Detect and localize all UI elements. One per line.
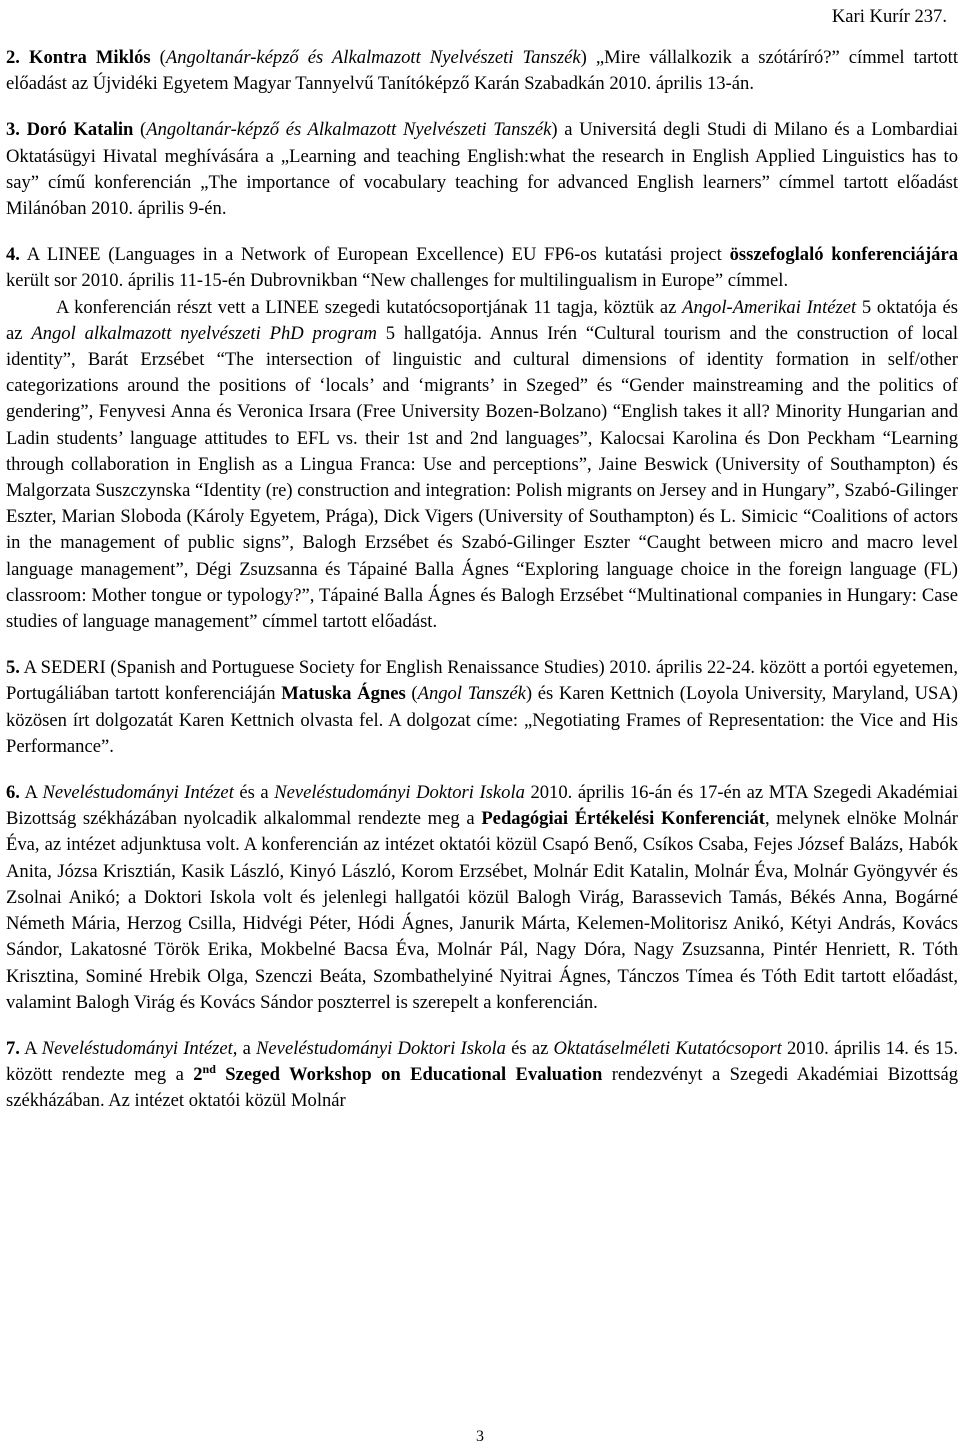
body-text: A (24, 782, 43, 804)
item-4 (6, 242, 958, 294)
item-7 (6, 1036, 958, 1115)
body-text: rendezvényt a Szegedi Akadémiai Bizottság székházában. Az intézet oktatói közül Molnár (6, 1064, 958, 1112)
italic-text: Neveléstudományi Intézet (41, 1037, 233, 1059)
body-text: 2010. április 16-án és 17-én az MTA Szegedi Akadémiai Bizottság székházában nyolcadik alkalommal rendezte meg a (6, 782, 958, 830)
italic-text: Angol Tanszék (417, 683, 526, 705)
item-number: 7. (6, 1037, 20, 1059)
bold-text: 2 (193, 1064, 203, 1086)
bold-text: Kontra Miklós (28, 47, 151, 68)
body-text: A konferencián részt vett a LINEE szegedi kutatócsoportjának 11 tagja, köztük az (56, 296, 683, 318)
body-text: ) és Karen Kettnich (Loyola University, Maryland, USA) közösen írt dolgozatát Karen Kettnich olvasta fel. A dolgozat címe: „Negotiating Frames of Representation: the Vice and His Performance”. (6, 683, 958, 757)
bold-text: összefoglaló konferenciájára (729, 244, 958, 266)
body-text: , melynek elnöke Molnár Éva, az intézet adjunktusa volt. A konferencián az intézet oktatói közül Csapó Benő, Csíkos Csaba, Fejes József Balázs, Habók Anita, Józsa Krisztián, Kasik László, Kinyó László, Korom Erzsébet, Molnár Edit Katalin, Molnár Éva, Molnár Gyöngyvér és Zsolnai Anikó; a Doktori Iskola volt és jelenlegi hallgatói közül Balogh Virág, Barassevich Tamás, Békés Anna, Bogárné Németh Mária, Herzog Csilla, Hidvégi Péter, Hódi Ágnes, Janurik Márta, Kelemen-Molitorisz Anikó, Kétyi András, Kovács Sándor, Lakatosné Török Erika, Mokbelné Bacsa Éva, Molnár Pál, Nagy Dóra, Nagy Zsuzsanna, Pintér Henriett, R. Tóth Krisztina, Sominé Hrebik Olga, Szenczi Beáta, Szombathelyiné Nyitrai Ágnes, Tánczos Tímea és Tóth Edit tartott előadást, valamint Balogh Virág és Kovács Sándor poszterrel is szerepelt a konferencián. (6, 808, 958, 1013)
paragraph-gap (6, 1016, 958, 1036)
bold-text: Doró Katalin (26, 119, 134, 141)
item-3 (6, 117, 958, 222)
item-number: 2. (6, 47, 20, 68)
body-text: A LINEE (Languages in a Network of European Excellence) EU FP6-os kutatási project (26, 244, 730, 266)
body-text: ( (133, 119, 147, 141)
bold-text: Szeged Workshop on Educational Evaluation (215, 1064, 603, 1086)
bold-superscript (202, 1061, 216, 1085)
italic-text: Angoltanár-képző és Alkalmazott Nyelvészeti Tanszék (146, 119, 552, 141)
italic-text: Neveléstudományi Doktori Iskola (274, 782, 525, 804)
item-number: 6. (6, 782, 20, 804)
italic-text: Neveléstudományi Intézet (42, 782, 234, 804)
italic-text: Angol-Amerikai Intézet (682, 296, 857, 318)
paragraph-gap (6, 97, 958, 117)
body-text: ( (150, 47, 166, 68)
paragraph-gap (6, 760, 958, 780)
body-text: és a (233, 782, 275, 804)
bold-text: Matuska Ágnes (281, 683, 406, 705)
item-number: 3. (6, 119, 20, 141)
italic-text: Oktatáselméleti Kutatócsoport (553, 1037, 782, 1059)
superscript-text: nd (202, 1061, 216, 1076)
bold-text: Pedagógiai Értékelési Konferenciát (481, 808, 765, 830)
item-number: 4. (6, 244, 20, 266)
page-number: 3 (476, 1428, 484, 1445)
body-text: és az (505, 1037, 554, 1059)
italic-text: Neveléstudományi Doktori Iskola (256, 1037, 506, 1059)
body-text: ) a Universitá degli Studi di Milano és a Lombardiai Oktatásügyi Hivatal meghívására a „Learning and teaching English:what the research in English Applied Linguistics has to say” című konferencián „The importance of vocabulary teaching for advanced English learners” címmel tartott előadást Milánóban 2010. április 9-én. (6, 119, 958, 220)
document-body (6, 45, 958, 1115)
item-6 (6, 780, 958, 1016)
item-2 (6, 45, 958, 97)
body-text: A SEDERI (Spanish and Portuguese Society for English Renaissance Studies) 2010. április 22-24. között a portói egyetemen, Portugáliában tartott konferenciáján (6, 657, 958, 705)
body-text: 5 oktatója és az (6, 296, 959, 344)
paragraph-gap (6, 222, 958, 242)
item-4-continuation (6, 295, 958, 636)
item-5 (6, 655, 958, 760)
body-text: került sor 2010. április 11-15-én Dubrovnikban “New challenges for multilingualism in Europe” címmel. (6, 270, 789, 292)
italic-text: Angol alkalmazott nyelvészeti PhD program (31, 322, 377, 344)
body-text: , a (232, 1037, 257, 1059)
body-text: ( (405, 683, 418, 705)
body-text: 2010. április 14. és 15. között rendezte meg a (6, 1037, 958, 1086)
body-text: A (24, 1037, 42, 1059)
italic-text: Angoltanár-képző és Alkalmazott Nyelvészeti Tanszék (165, 47, 581, 68)
item-number: 5. (6, 657, 20, 679)
body-text: 5 hallgatója. Annus Irén “Cultural tourism and the construction of local identity”, Barát Erzsébet “The intersection of linguistic and cultural dimensions of identity formation in self/other categorizations around the positions of ‘locals’ and ‘migrants’ in Szeged” és “Gender mainstreaming and the politics of gendering”, Fenyvesi Anna és Veronica Irsara (Free University Bozen-Bolzano) “English takes it all? Minority Hungarian and Ladin students’ language attitudes to EFL vs. their 1st and 2nd languages”, Kalocsai Karolina és Don Peckham “Learning through collaboration in English as a Lingua Franca: Use and perceptions”, Jaine Beswick (University of Southampton) és Malgorzata Suszczynska “Identity (re) construction and integration: Polish migrants on Jersey and in Hungary”, Szabó-Gilinger Eszter, Marian Sloboda (Károly Egyetem, Prága), Dick Vigers (University of Southampton) és L. Simicic “Coalitions of actors in the management of public signs”, Balogh Erzsébet és Szabó-Gilinger Eszter “Caught between micro and macro level language management”, Dégi Zsuzsanna és Tápainé Balla Ágnes “Exploring language choice in the foreign language (FL) classroom: Mother tongue or typology?”, Tápainé Balla Ágnes és Balogh Erzsébet “Multinational companies in Hungary: Case studies of language management” címmel tartott előadást. (6, 322, 958, 633)
running-header: Kari Kurír 237. (831, 6, 947, 27)
paragraph-gap (6, 635, 958, 655)
body-text: ) „Mire vállalkozik a szótáríró?” címmel tartott előadást az Újvidéki Egyetem Magyar Tannyelvű Tanítóképző Karán Szabadkán 2010. április 13-án. (6, 47, 959, 95)
